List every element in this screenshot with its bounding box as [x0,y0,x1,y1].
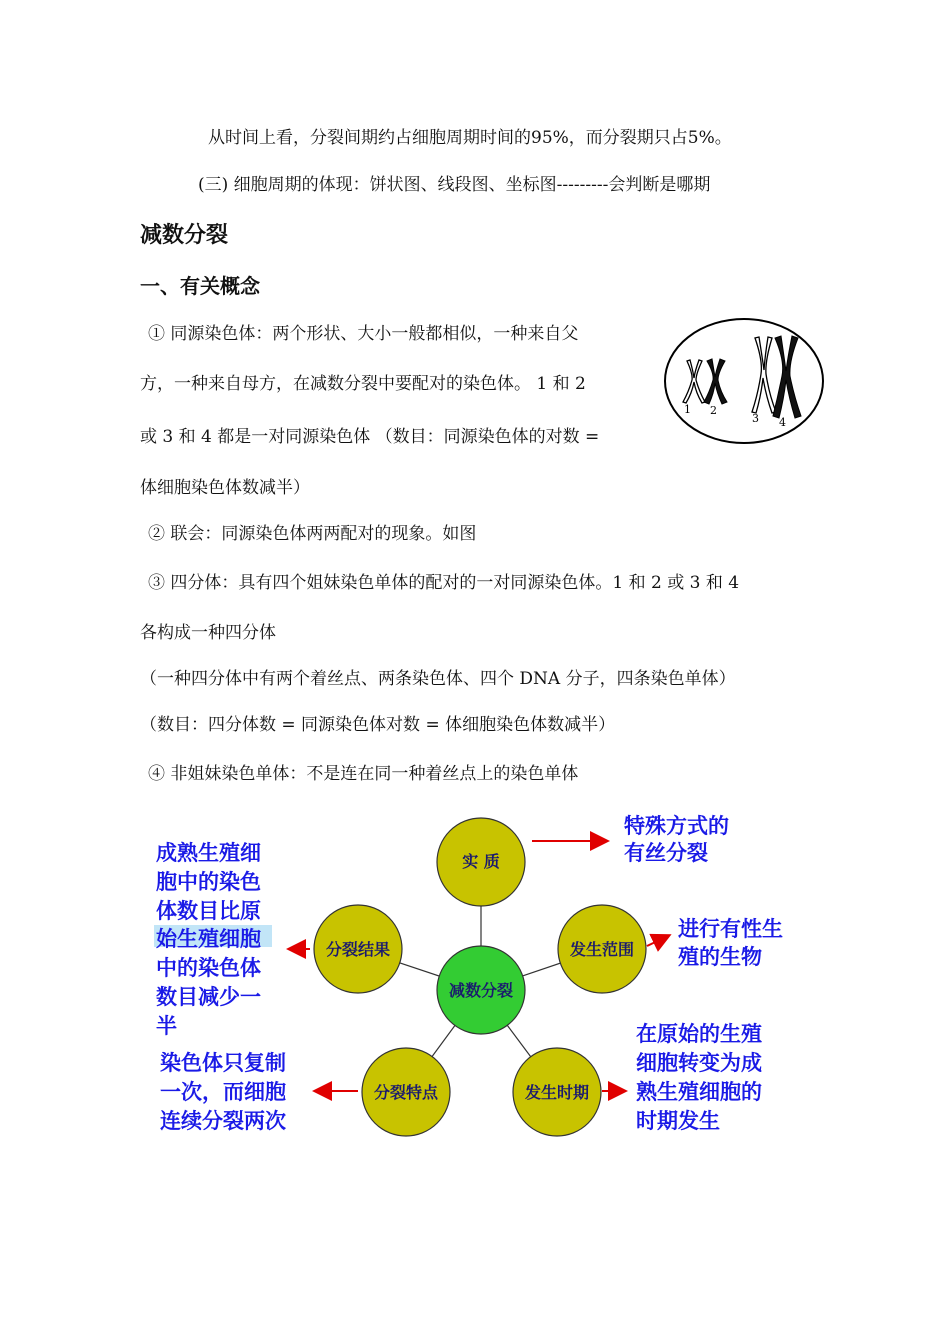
chromosome-label-2: 2 [710,404,717,417]
homologous-chromosomes-figure [662,316,826,446]
subsection-heading: 一、有关概念 [140,274,260,298]
note-result-line-1: 成熟生殖细 [156,841,261,865]
note-features-line-2: 一次，而细胞 [160,1080,286,1104]
node-scope-label: 发生范围 [569,940,635,959]
note-scope-line-1: 进行有性生 [678,917,783,941]
concept-4: ④ 非姐妹染色单体：不是连在同一种着丝点上的染色单体 [148,764,579,784]
note-timing-line-4: 时期发生 [636,1109,720,1133]
chromosome-label-3: 3 [752,412,759,425]
note-features-line-1: 染色体只复制 [160,1051,286,1075]
note-result-line-5: 中的染色体 [156,956,261,980]
node-timing-label: 发生时期 [524,1083,590,1102]
chromosome-2-icon [704,359,727,404]
node-essence-label: 实 质 [462,852,500,871]
note-result-line-3: 体数目比原 [156,899,261,923]
note-essence-line-2: 有丝分裂 [624,841,708,865]
note-timing-line-2: 细胞转变为成 [636,1051,762,1075]
figure-ellipse [665,319,823,443]
chromosome-1-icon [683,360,705,403]
note-essence-line-1: 特殊方式的 [624,814,729,838]
concept-3-line-1: ③ 四分体：具有四个姐妹染色单体的配对的一对同源染色体。1 和 2 或 3 和 4 [148,573,740,593]
concept-3-note-1: （一种四分体中有两个着丝点、两条染色体、四个 DNA 分子，四条染色单体） [140,669,736,689]
note-timing-line-1: 在原始的生殖 [636,1022,762,1046]
concept-1-line-1: ① 同源染色体：两个形状、大小一般都相似，一种来自父 [148,324,579,344]
note-result-line-2: 胞中的染色 [156,870,261,894]
concept-1-line-2: 方，一种来自母方，在减数分裂中要配对的染色体。 1 和 2 [140,374,586,394]
concept-1-line-4: 体细胞染色体数减半） [140,478,310,498]
note-result-line-4: 始生殖细胞 [156,927,261,951]
note-scope-line-2: 殖的生物 [678,945,762,969]
node-center-label: 减数分裂 [448,981,514,1000]
concept-3-line-2: 各构成一种四分体 [140,623,276,643]
concept-2: ② 联会：同源染色体两两配对的现象。如图 [148,524,477,544]
concept-1-line-3: 或 3 和 4 都是一对同源染色体 （数目：同源染色体的对数 = [140,427,600,447]
chromosome-label-1: 1 [684,403,691,416]
chromosome-3-icon [752,337,776,413]
chromosome-4-icon [773,336,801,418]
node-features-label: 分裂特点 [373,1083,439,1102]
note-features-line-3: 连续分裂两次 [160,1109,286,1133]
chromosome-label-4: 4 [779,416,786,429]
note-result-line-6: 数目减少一 [156,985,261,1009]
paragraph-time-ratio: 从时间上看，分裂间期约占细胞周期时间的95%，而分裂期只占5%。 [208,128,732,148]
paragraph-cycle-view: (三) 细胞周期的体现：饼状图、线段图、坐标图---------会判断是哪期 [198,175,711,195]
concept-3-note-2: （数目：四分体数 = 同源染色体对数 = 体细胞染色体数减半） [140,715,616,735]
section-heading: 减数分裂 [140,223,229,248]
meiosis-mindmap [140,810,820,1150]
node-result-label: 分裂结果 [325,940,391,959]
note-timing-line-3: 熟生殖细胞的 [636,1080,762,1104]
arrow-scope [647,936,668,946]
note-result-line-7: 半 [156,1014,177,1038]
